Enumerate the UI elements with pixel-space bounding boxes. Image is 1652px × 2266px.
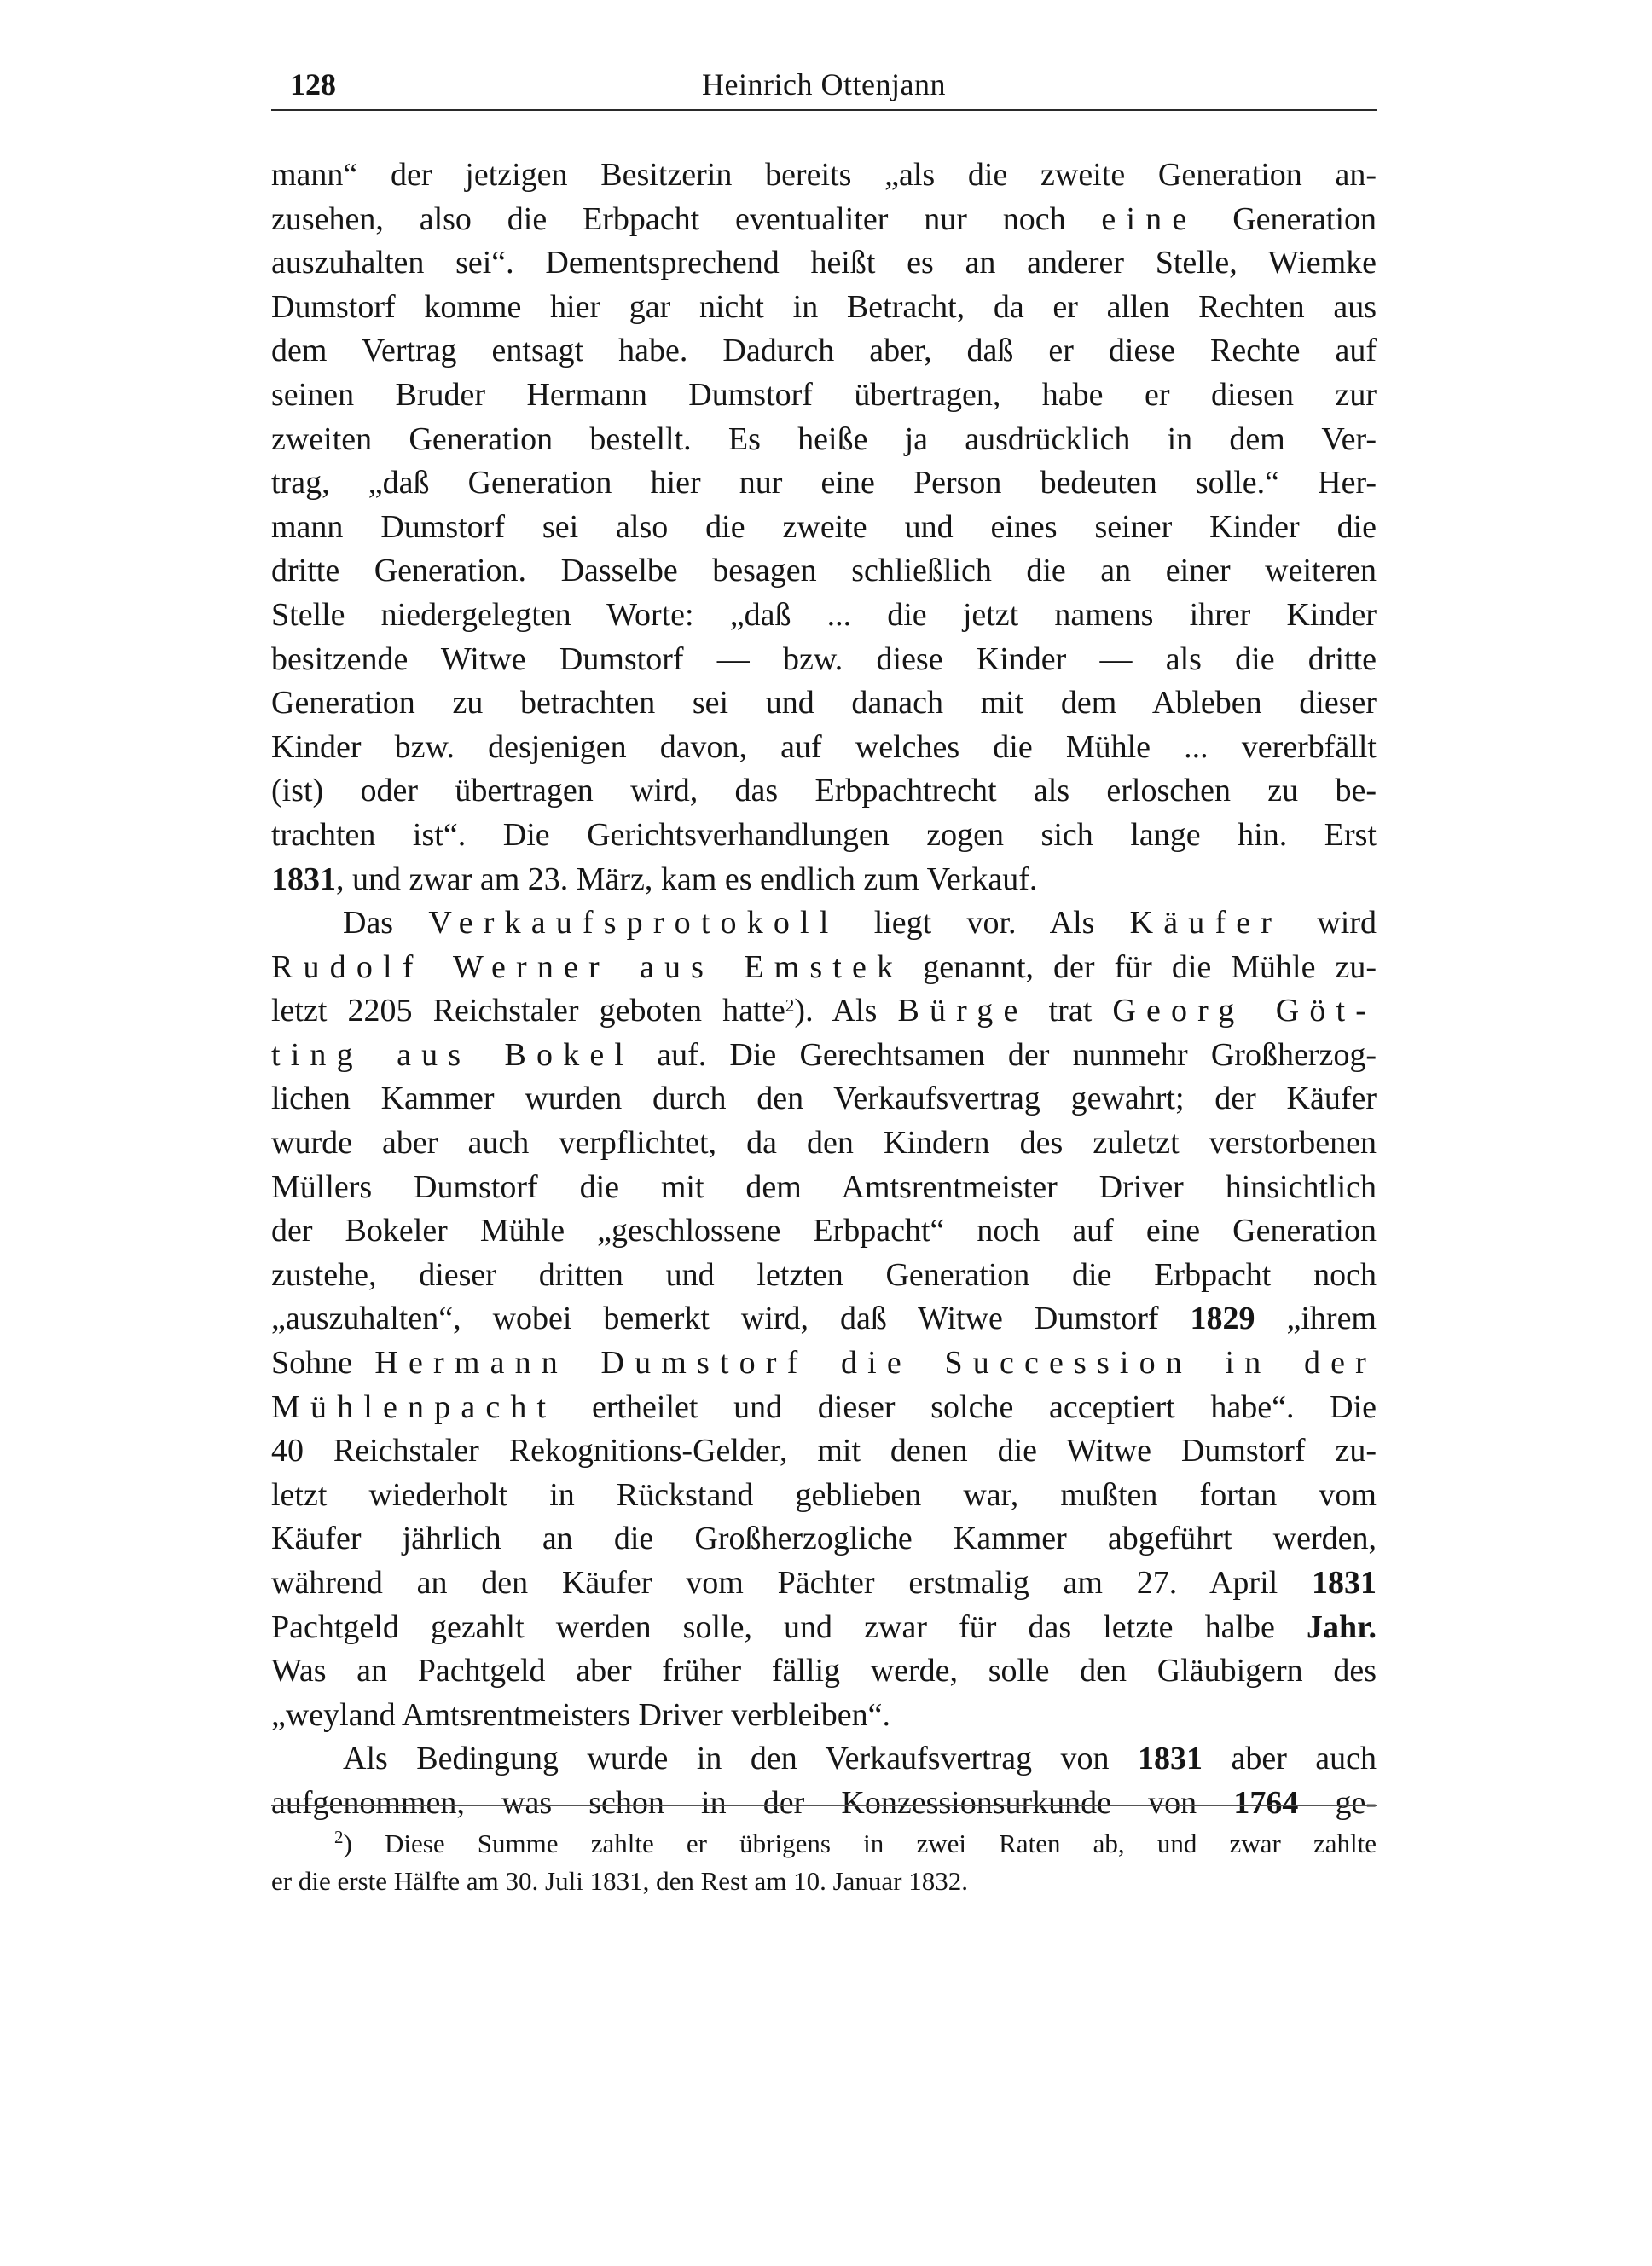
text-run: liegt vor. Als [873, 905, 1095, 942]
text-line [271, 1562, 1377, 1606]
text-run: trat [1048, 993, 1093, 1029]
text-line [271, 1782, 1377, 1826]
spaced-emphasis: Bürge [897, 993, 1029, 1029]
spaced-emphasis: Käufer [1129, 905, 1283, 942]
text-line: Dumstorf komme hier gar nicht in Betracht, da er allen Rechten aus [271, 288, 1377, 325]
text-run: „ihrem [1286, 1301, 1377, 1337]
text-line: besitzende Witwe Dumstorf — bzw. diese Kinder — als die dritte [271, 640, 1377, 677]
text-run: Das [343, 905, 394, 942]
text-line: Stelle niedergelegten Worte: „daß ... die jetzt namens ihrer Kinder [271, 596, 1377, 633]
running-head: Heinrich Ottenjann [702, 67, 946, 101]
text-run: wird [1317, 905, 1377, 942]
footnote-marker: 2 [334, 1827, 344, 1847]
paragraph-2 [271, 901, 1377, 1737]
text-line: 40 Reichstaler Rekognitions-Gelder, mit denen die Witwe Dumstorf zu- [271, 1433, 1377, 1469]
bold-word: Jahr. [1307, 1608, 1377, 1645]
text-line [271, 198, 1377, 242]
text-line: auszuhalten sei“. Dementsprechend heißt es an anderer Stelle, Wiemke [271, 245, 1377, 281]
header-rule [271, 109, 1377, 111]
text-line: letzt wiederholt in Rückstand geblieben war, mußten fortan vom [271, 1476, 1377, 1513]
spaced-emphasis: Rudolf Werner aus Emstek [271, 948, 904, 985]
footnote-line [271, 1825, 1377, 1863]
text-line: Kinder bzw. desjenigen davon, auf welches die Mühle ... vererbfällt [271, 728, 1377, 765]
text-line: (ist) oder übertragen wird, das Erbpachtrecht als erloschen zu be- [271, 773, 1377, 809]
spaced-emphasis: eine [1101, 200, 1197, 237]
footnote [271, 1825, 1377, 1900]
text-line: mann“ der jetzigen Besitzerin bereits „als die zweite Generation an- [271, 157, 1377, 193]
text-line: Käufer jährlich an die Großherzogliche Kammer abgeführt werden, [271, 1521, 1377, 1557]
text-line: lichen Kammer wurden durch den Verkaufsvertrag gewahrt; der Käufer [271, 1081, 1377, 1117]
text-run: ). Als [794, 993, 878, 1029]
footnote-rule [271, 1805, 1377, 1806]
text-line [271, 1342, 1377, 1386]
text-line: trag, „daß Generation hier nur eine Person bedeuten solle.“ Her- [271, 465, 1377, 501]
bold-year: 1831 [1312, 1565, 1377, 1601]
text-run: Pachtgeld gezahlt werden solle, und zwar für das letzte halbe [271, 1608, 1275, 1645]
text-run: , und zwar am 23. März, kam es endlich zum Verkauf. [336, 861, 1038, 897]
text-run: zusehen, also die Erbpacht eventualiter nur noch [271, 200, 1066, 237]
text-line: dritte Generation. Dasselbe besagen schließlich die an einer weiteren [271, 553, 1377, 589]
spaced-emphasis: Verkaufsprotokoll [428, 905, 839, 942]
text-line [271, 1297, 1377, 1342]
spaced-emphasis: Hermann Dumstorf die Succession in der [374, 1345, 1377, 1382]
text-line [271, 1034, 1377, 1078]
text-line: „weyland Amtsrentmeisters Driver verbleiben“. [271, 1696, 890, 1733]
text-line: dem Vertrag entsagt habe. Dadurch aber, daß er diese Rechte auf [271, 333, 1377, 369]
page-number: 128 [290, 67, 336, 101]
bold-year: 1831 [1138, 1741, 1203, 1777]
text-run: ge- [1335, 1784, 1377, 1821]
bold-year: 1829 [1190, 1301, 1255, 1337]
text-line: zweiten Generation bestellt. Es heiße ja ausdrücklich in dem Ver- [271, 420, 1377, 457]
spaced-emphasis: Mühlenpacht [271, 1388, 557, 1425]
text-run: aber auch [1231, 1741, 1377, 1777]
text-run: auf. Die Gerechtsamen der nunmehr Großherzog- [657, 1036, 1377, 1073]
text-line: Generation zu betrachten sei und danach mit dem Ableben dieser [271, 685, 1377, 722]
text-line: zustehe, dieser dritten und letzten Generation die Erbpacht noch [271, 1256, 1377, 1293]
text-run: aufgenommen, was schon in der Konzessionsurkunde von [271, 1784, 1197, 1821]
text-line: mann Dumstorf sei also die zweite und eines seiner Kinder die [271, 508, 1377, 545]
body-text [271, 154, 1377, 1826]
text-line [271, 1606, 1377, 1650]
text-run: letzt 2205 Reichstaler geboten hatte [271, 993, 785, 1029]
bold-year: 1831 [271, 861, 336, 897]
text-run: ertheilet und dieser solche acceptiert habe“. Die [591, 1388, 1377, 1425]
text-line: seinen Bruder Hermann Dumstorf übertragen, habe er diesen zur [271, 376, 1377, 413]
bold-year: 1764 [1233, 1784, 1299, 1821]
footnote-reference[interactable]: 2 [785, 995, 795, 1017]
text-line [271, 1737, 1377, 1782]
text-line [271, 858, 1377, 902]
text-line: wurde aber auch verpflichtet, da den Kindern des zuletzt verstorbenen [271, 1125, 1377, 1162]
text-line: Müllers Dumstorf die mit dem Amtsrentmeister Driver hinsichtlich [271, 1168, 1377, 1205]
text-run: genannt, der für die Mühle zu- [923, 948, 1377, 985]
paragraph-1 [271, 154, 1377, 901]
text-line [271, 989, 1377, 1034]
text-run: „auszuhalten“, wobei bemerkt wird, daß Witwe Dumstorf [271, 1301, 1159, 1337]
text-run: ) Diese Summe zahlte er übrigens in zwei Raten ab, und zwar zahlte [343, 1828, 1377, 1858]
text-line [271, 946, 1377, 990]
page-header [271, 61, 1377, 113]
text-run: Sohne [271, 1345, 352, 1382]
text-line: Was an Pachtgeld aber früher fällig werde, solle den Gläubigern des [271, 1653, 1377, 1689]
footnote-line: er die erste Hälfte am 30. Juli 1831, den Rest am 10. Januar 1832. [271, 1866, 968, 1896]
text-run: während an den Käufer vom Pächter erstmalig am 27. April [271, 1565, 1278, 1601]
text-run: Als Bedingung wurde in den Verkaufsvertrag von [343, 1741, 1110, 1777]
text-run: Generation [1232, 200, 1377, 237]
text-line: der Bokeler Mühle „geschlossene Erbpacht“ noch auf eine Generation [271, 1213, 1377, 1249]
text-line: trachten ist“. Die Gerichtsverhandlungen zogen sich lange hin. Erst [271, 816, 1377, 853]
text-line [271, 901, 1377, 946]
spaced-emphasis: Georg Göt- [1112, 993, 1377, 1029]
spaced-emphasis: ting aus Bokel [271, 1036, 635, 1073]
paragraph-3 [271, 1737, 1377, 1825]
text-line [271, 1386, 1377, 1430]
